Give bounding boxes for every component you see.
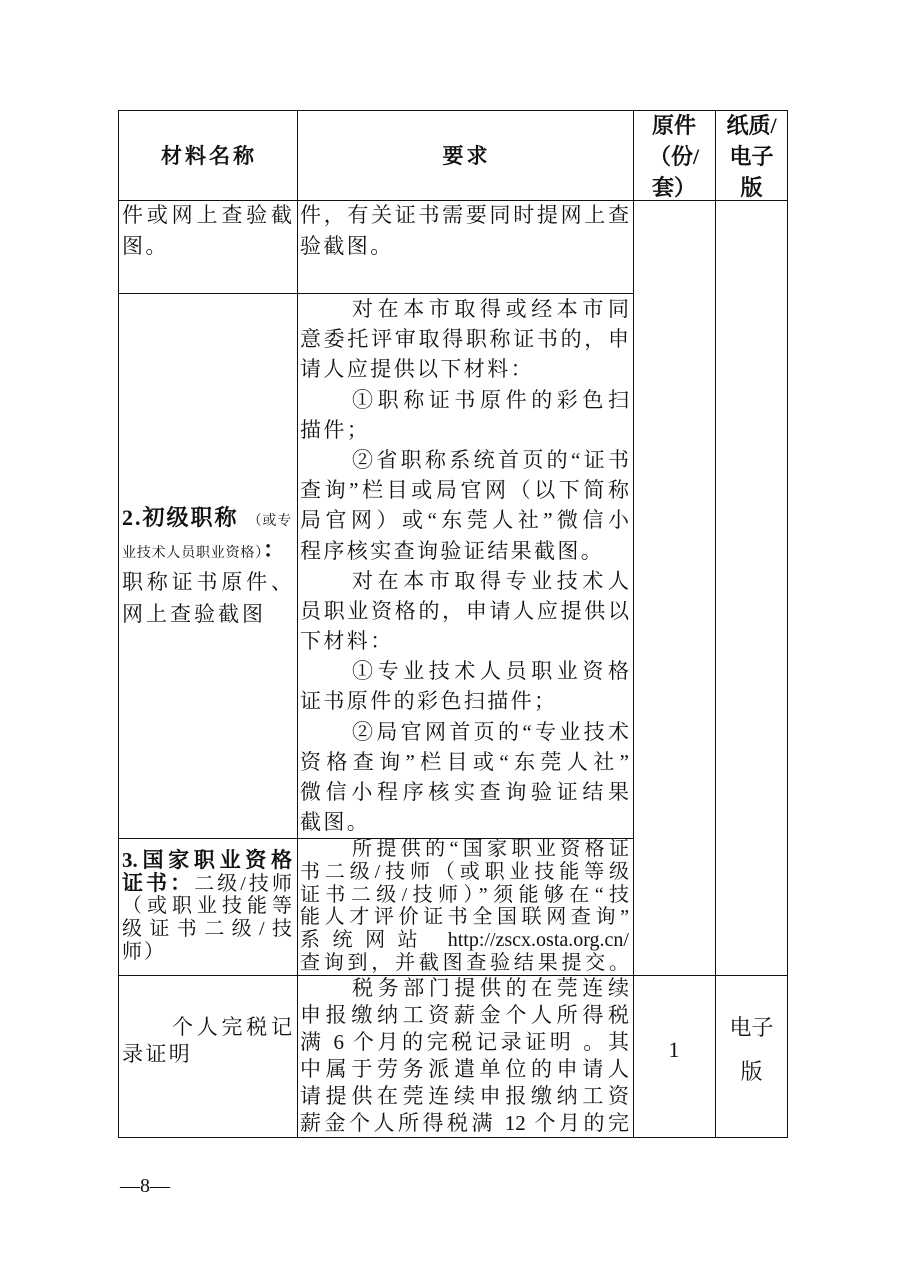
row4-material-name (118, 975, 297, 1138)
header-format-line: 电子 (729, 144, 774, 169)
header-original-line: 套） (651, 175, 696, 200)
format-line: 电子 (729, 1015, 774, 1040)
requirement-line: ②省职称系统首页的“证书 (352, 447, 629, 472)
requirement-line: 书二级/技师（或职业技能等级 (300, 860, 629, 883)
requirement-line: 对在本市取得或经本市同 (352, 297, 629, 321)
format-line: 版 (740, 1059, 763, 1084)
row4-requirement (297, 975, 633, 1138)
row2-material-name (118, 293, 297, 838)
requirement-line: 请人应提供以下材料： (300, 357, 534, 382)
requirement-line: 局官网）或“东莞人社”微信小 (300, 508, 629, 533)
row1-requirement (297, 200, 633, 293)
requirement-line: 请提供在莞连续申报缴纳工资 (300, 1084, 629, 1108)
page-number: —8— (120, 1175, 170, 1197)
requirement-line: 薪金个人所得税满 12 个月的完 (300, 1111, 629, 1135)
row1-material-name (118, 200, 297, 293)
requirement-line: 证书原件的彩色扫描件； (300, 689, 558, 714)
original-count-value: 1 (668, 1037, 680, 1062)
material-name-colon: ： (263, 536, 286, 562)
header-original-line: （份/ (648, 144, 700, 169)
material-name-line (122, 872, 292, 895)
requirement-line: 中属于劳务派遣单位的申请人 (300, 1057, 629, 1081)
material-name-note: 业技术人员职业资格） (122, 545, 263, 561)
requirement-line: 程序核实查询验证结果截图。 (300, 538, 605, 563)
header-format-line: 纸质/ (726, 113, 777, 138)
materials-table (118, 110, 788, 1138)
header-material-name (118, 110, 297, 200)
material-name-note-line (122, 534, 292, 566)
header-original-line: 原件 (651, 113, 696, 138)
header-original-count (633, 110, 715, 200)
row4-format (715, 975, 788, 1138)
requirement-line: 资格查询”栏目或“东莞人社” (300, 749, 629, 774)
requirement-line: 系统网站 http://zscx.osta.org.cn/ (300, 929, 629, 952)
header-format-line: 版 (740, 175, 763, 200)
row4-original-count (633, 975, 715, 1138)
material-name-line: 级证书二级/技 (122, 918, 292, 940)
requirement-line: ②局官网首页的“专业技术 (352, 719, 629, 744)
requirement-line: 查询”栏目或局官网（以下简称 (300, 478, 629, 503)
requirement-line: 下材料： (300, 629, 394, 654)
material-name-line: （或职业技能等 (122, 895, 292, 917)
material-name-title-line (122, 502, 292, 534)
requirement-line: 能人才评价证书全国联网查询” (300, 906, 629, 929)
requirement-line: 员职业资格的，申请人应提供以 (300, 598, 629, 623)
requirement-line: 截图。 (300, 810, 371, 835)
material-name-line: 职称证书原件、 (122, 569, 292, 594)
requirement-line: 件，有关证书需要同时提网上查 (300, 203, 629, 227)
header-material-name-label: 材料名称 (161, 144, 257, 168)
requirement-line: 所提供的“国家职业资格证 (352, 838, 629, 860)
material-name-line: 件或网上查验截 (122, 203, 292, 227)
material-name-line: 师） (122, 941, 166, 963)
material-name-line: 个人完税记 (172, 1015, 292, 1039)
requirement-line: ①职称证书原件的彩色扫 (352, 387, 629, 412)
material-name-line: 图。 (122, 234, 169, 258)
material-name-note: （或专 (247, 513, 292, 529)
material-name-text: 二级/技师 (194, 873, 292, 895)
header-format (715, 110, 788, 200)
row2-requirement (297, 293, 633, 838)
requirement-line: 微信小程序核实查询验证结果 (300, 780, 629, 804)
row3-requirement (297, 838, 633, 975)
requirement-line: 满 6 个月的完税记录证明 。其 (300, 1030, 629, 1054)
requirement-line: 查询到，并截图查验结果提交。 (300, 951, 629, 974)
material-name-line: 录证明 (122, 1042, 193, 1066)
row3-material-name (118, 838, 297, 975)
requirement-line: 申报缴纳工资薪金个人所得税 (300, 1003, 629, 1027)
requirement-line: 证书二级/技师）”须能够在“技 (300, 883, 629, 906)
requirement-line: 验截图。 (300, 234, 394, 258)
header-requirement-label: 要求 (442, 144, 491, 168)
requirement-line: 税务部门提供的在莞连续 (352, 976, 629, 1000)
material-name-title: 2.初级职称 (122, 504, 239, 530)
requirement-line: 描件； (300, 417, 371, 442)
material-name-title: 3.国家职业资格 (122, 848, 292, 872)
header-requirement (297, 110, 633, 200)
requirement-line: ①专业技术人员职业资格 (352, 659, 629, 684)
requirement-line: 意委托评审取得职称证书的，申 (300, 327, 629, 352)
requirement-line: 对在本市取得专业技术人 (352, 568, 629, 593)
material-name-title: 证书： (122, 871, 195, 895)
material-name-line: 网上查验截图 (122, 601, 266, 626)
